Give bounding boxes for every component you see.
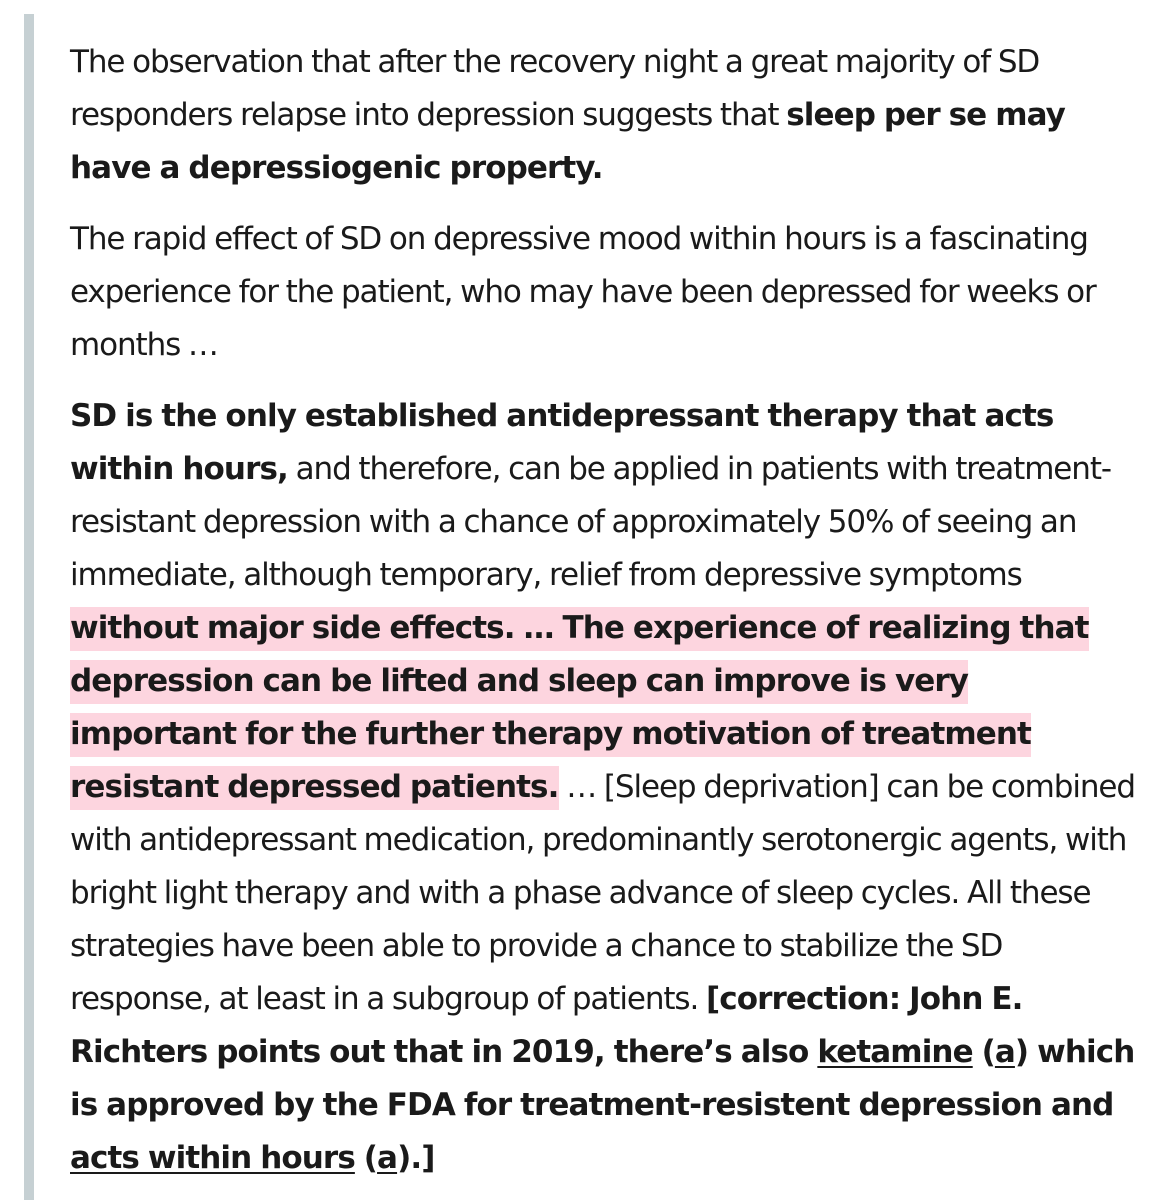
p1-bold: sleep per se may have a depressiogenic property. [70,97,1065,186]
ketamine-link[interactable]: ketamine [817,1034,973,1070]
acts-within-hours-link[interactable]: acts within hours [70,1140,355,1176]
correction-text-1: [correction: John E. Richters points out that in 2019, there’s also [70,981,1023,1070]
paren-open-2: ( [354,1140,378,1176]
blockquote-bar [24,14,34,1200]
archive-link-1[interactable]: a [994,1034,1015,1070]
quote-paragraph-1 [70,36,1138,195]
p3-text-1: and therefore, can be applied in patients with treatment-resistant depression with a chance of approximately 50% of seeing an immediate, although temporary, relief from depressive symptoms [70,451,1111,593]
highlighted-text: without major side effects. … The experience of realizing that depression can be lifted and sleep can improve is very important for the further therapy motivation of treatment resistant depressed patients. [70,607,1089,810]
p3-text-2: … [Sleep deprivation] can be combined with antidepressant medication, predominantly serotonergic agents, with bright light therapy and with a phase advance of sleep cycles. All these strategies have been able to provide a chance to stabilize the SD response, at least in a subgroup of patients. [70,769,1135,1017]
quote-paragraph-3 [70,390,1138,1185]
p3-bold-lead: SD is the only established antidepressant therapy that acts within hours, [70,398,1054,487]
p1-text: The observation that after the recovery night a great majority of SD responders relapse into depression suggests that [70,44,1040,133]
correction-text-2: ) which is approved by the FDA for treatment-resistent depression and [70,1034,1135,1123]
archive-link-2[interactable]: a [377,1140,398,1176]
p2-text: The rapid effect of SD on depressive mood within hours is a fascinating experience for the patient, who may have been depressed for weeks or months … [70,221,1096,363]
blockquote [70,36,1138,1203]
quote-paragraph-2 [70,213,1138,372]
paren-open-1: ( [972,1034,995,1070]
correction-text-3: ).] [397,1140,435,1176]
